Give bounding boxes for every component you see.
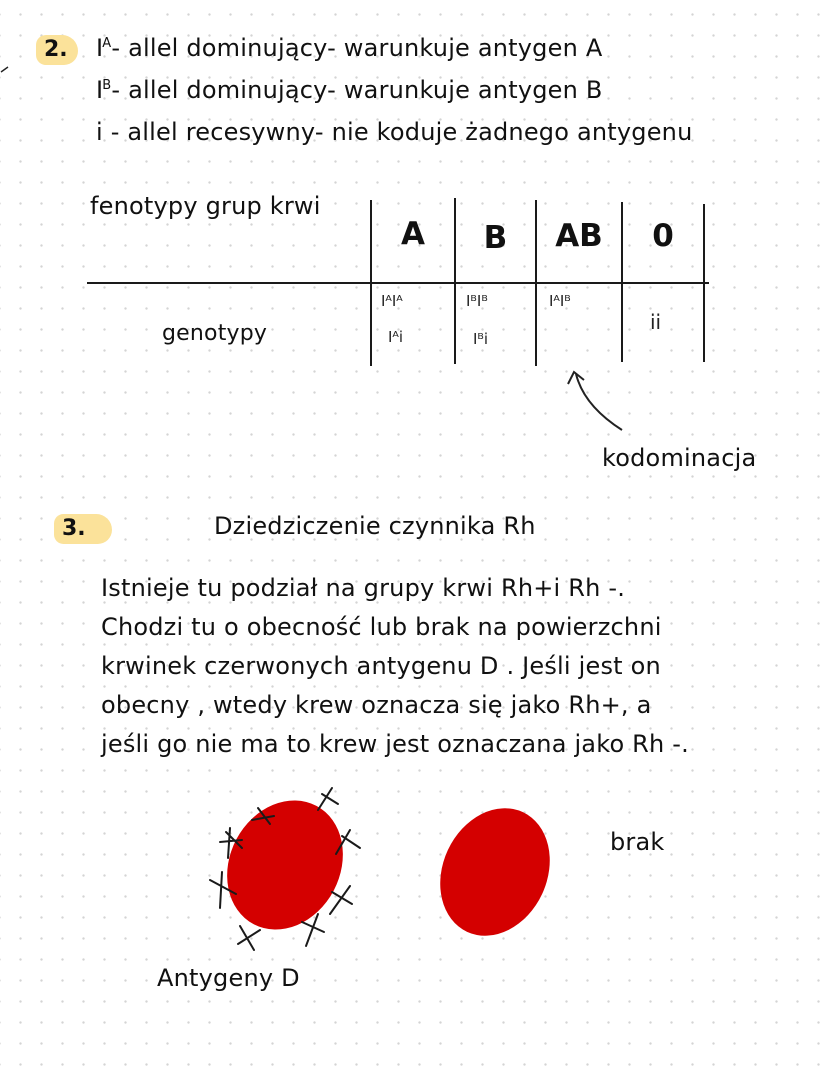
phenotype-b: B	[483, 220, 508, 256]
rh-paragraph	[101, 568, 689, 764]
section-3-title: Dziedziczenie czynnika Rh	[214, 512, 536, 540]
phenotype-ab: AB	[555, 218, 603, 254]
table-horizontal-rule	[87, 282, 709, 284]
red-blood-cell-shape	[205, 780, 365, 950]
genotype-a-heterozygous: Iᴬi	[388, 328, 404, 346]
curved-arrow-icon	[560, 364, 640, 444]
allele-symbol: I	[96, 76, 104, 104]
genotypes-row-header: genotypy	[162, 321, 268, 346]
phenotype-a: A	[401, 216, 425, 252]
paragraph-line: jeśli go nie ma to krew jest oznaczana jako Rh -.	[101, 730, 689, 758]
genotype-a-homozygous: IᴬIᴬ	[381, 292, 403, 310]
genotype-b-homozygous: IᴮIᴮ	[466, 292, 488, 310]
no-antigen-label: brak	[610, 828, 665, 856]
paragraph-line: Istnieje tu podział na grupy krwi Rh+i Rh -.	[101, 574, 626, 602]
section-2-number: 2.	[36, 35, 78, 65]
red-cell-without-antigens	[430, 800, 560, 950]
red-blood-cell-shape	[430, 800, 560, 950]
genotype-b-heterozygous: Iᴮi	[473, 330, 489, 348]
genotype-0: ii	[650, 310, 662, 334]
paragraph-line: obecny , wtedy krew oznacza się jako Rh+, a	[101, 691, 652, 719]
codominance-label: kodominacja	[602, 444, 757, 472]
allele-description: - allel dominujący- warunkuje antygen B	[111, 76, 603, 104]
red-cell-with-antigens	[190, 780, 370, 960]
phenotypes-row-header: fenotypy grup krwi	[90, 192, 321, 220]
paragraph-line: krwinek czerwonych antygenu D . Jeśli jest on	[101, 652, 661, 680]
paragraph-line: Chodzi tu o obecność lub brak na powierzchni	[101, 613, 662, 641]
allele-description: - allel recesywny- nie koduje żadnego antygenu	[102, 118, 693, 146]
genotype-ab: IᴬIᴮ	[549, 292, 571, 310]
allele-superscript: B	[102, 78, 112, 93]
allele-superscript: A	[102, 36, 112, 51]
table-divider	[703, 204, 705, 362]
allele-symbol: i	[96, 118, 103, 146]
phenotype-0: 0	[652, 218, 674, 254]
antigens-d-label: Antygeny D	[157, 964, 300, 992]
allele-symbol: I	[96, 34, 104, 62]
section-3-number: 3.	[54, 514, 112, 544]
blood-group-table	[0, 0, 828, 400]
allele-description: - allel dominujący- warunkuje antygen A	[111, 34, 603, 62]
